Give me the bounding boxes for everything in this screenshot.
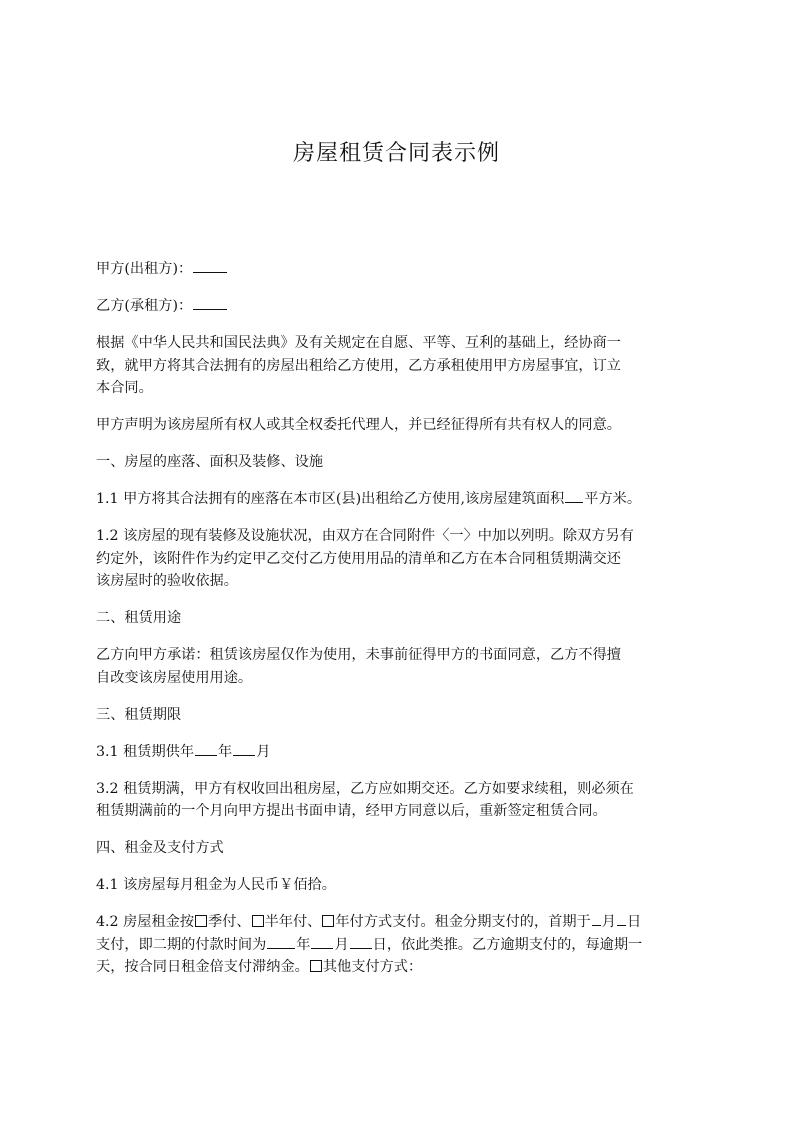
term-years-blank bbox=[195, 741, 217, 756]
clause-4-2-text-a: 4.2 房屋租金按 bbox=[96, 914, 195, 930]
clause-4-2-text-g: 支付，即二期的付款时间为 bbox=[96, 936, 267, 953]
intro-line-2: 致，就甲方将其合法拥有的房屋出租给乙方使用，乙方承租使用甲方房屋事宜，订立 bbox=[96, 357, 621, 374]
intro-line-1: 根据《中华人民共和国民法典》及有关规定在自愿、平等、互利的基础上，经协商一 bbox=[96, 335, 621, 351]
term-months-blank bbox=[233, 741, 255, 756]
section-2-paragraph bbox=[96, 644, 696, 689]
clause-3-2 bbox=[96, 778, 696, 823]
clause-4-2-text-e: 月 bbox=[601, 914, 616, 930]
clause-4-1: 4.1 该房屋每月租金为人民币￥佰拾。 bbox=[96, 877, 336, 893]
section-2-heading: 二、租赁用途 bbox=[96, 610, 182, 626]
quarterly-checkbox[interactable] bbox=[195, 915, 207, 927]
clause-1-1-text-a: 1.1 甲方将其合法拥有的座落在本市区(县)出租给乙方使用,该房屋建筑面积 bbox=[96, 491, 565, 507]
section-2-line-2: 自改变该房屋使用用途。 bbox=[96, 669, 253, 686]
semiannual-checkbox[interactable] bbox=[252, 915, 264, 927]
clause-4-2-text-l: 其他支付方式： bbox=[322, 959, 423, 975]
clause-4-2-text-f: 日 bbox=[626, 914, 642, 930]
party-a-blank bbox=[193, 258, 227, 273]
clause-4-2-text-j: 日，依此类推。乙方逾期支付的，每逾期一 bbox=[372, 936, 643, 953]
party-b-blank bbox=[193, 295, 227, 310]
document-title: 房屋租赁合同表示例 bbox=[292, 141, 500, 166]
section-3-heading: 三、租赁期限 bbox=[96, 706, 182, 723]
clause-3-2-line-1: 3.2 租赁期满，甲方有权收回出租房屋，乙方应如期交还。乙方如要求续租，则必须在 bbox=[96, 780, 634, 797]
first-payment-month-blank bbox=[592, 911, 601, 926]
clause-1-2-line-1: 1.2 该房屋的现有装修及设施状况，由双方在合同附件〈一〉中加以列明。除双方另有 bbox=[96, 528, 634, 544]
clause-1-1 bbox=[96, 488, 696, 511]
party-b-line bbox=[96, 295, 696, 318]
clause-4-2-text-i: 月 bbox=[334, 936, 349, 953]
clause-4-2-text-b: 季付、 bbox=[208, 914, 251, 930]
clause-4-2-text-h: 年 bbox=[296, 936, 311, 953]
second-payment-day-blank bbox=[350, 934, 372, 949]
area-blank bbox=[565, 488, 583, 503]
second-payment-year-blank bbox=[267, 934, 295, 949]
clause-1-1-line bbox=[96, 488, 696, 511]
annual-checkbox[interactable] bbox=[322, 915, 334, 927]
clause-1-2 bbox=[96, 525, 696, 593]
clause-3-2-line-2: 租赁期满前的一个月向甲方提出书面申请，经甲方同意以后，重新签定租赁合同。 bbox=[96, 803, 607, 819]
clause-3-1-text-b: 年 bbox=[218, 743, 233, 760]
clause-3-1-text-a: 3.1 租赁期供年 bbox=[96, 743, 195, 760]
clause-1-2-line-2: 约定外，该附件作为约定甲乙交付乙方使用用品的清单和乙方在本合同租赁期满交还 bbox=[96, 550, 621, 567]
section-1-heading: 一、房屋的座落、面积及装修、设施 bbox=[96, 454, 324, 470]
intro-line-3: 本合同。 bbox=[96, 380, 153, 396]
other-payment-checkbox[interactable] bbox=[310, 960, 322, 972]
clause-4-2-text-d: 年付方式支付。租金分期支付的，首期于 bbox=[335, 914, 591, 930]
section-4-heading: 四、租金及支付方式 bbox=[96, 840, 224, 856]
document-body bbox=[96, 258, 696, 993]
party-b-label: 乙方(承租方)： bbox=[96, 298, 193, 314]
clause-4-2-text-k: 天，按合同日租金倍支付滞纳金。 bbox=[96, 959, 309, 975]
second-payment-month-blank bbox=[311, 934, 333, 949]
clause-4-2-line-3 bbox=[96, 956, 696, 979]
clause-1-1-text-b: 平方米。 bbox=[584, 491, 642, 507]
clause-4-2-line-2 bbox=[96, 934, 696, 957]
clause-3-1-text-c: 月 bbox=[256, 743, 271, 760]
clause-4-2-text-c: 半年付、 bbox=[264, 914, 322, 930]
party-a-line bbox=[96, 258, 696, 281]
intro-paragraph bbox=[96, 332, 696, 400]
clause-4-2 bbox=[96, 911, 696, 979]
party-a-label: 甲方(出租方)： bbox=[96, 261, 193, 277]
clause-4-2-line-1 bbox=[96, 911, 696, 934]
clause-3-1 bbox=[96, 741, 696, 764]
declaration-paragraph bbox=[96, 414, 696, 437]
section-2-line-1: 乙方向甲方承诺：租赁该房屋仅作为使用，未事前征得甲方的书面同意，乙方不得擅 bbox=[96, 647, 621, 663]
clause-1-2-line-3: 该房屋时的验收依据。 bbox=[96, 573, 238, 589]
declaration-text: 甲方声明为该房屋所有权人或其全权委托代理人，并已经征得所有共有权人的同意。 bbox=[96, 417, 621, 433]
first-payment-day-blank bbox=[617, 911, 626, 926]
